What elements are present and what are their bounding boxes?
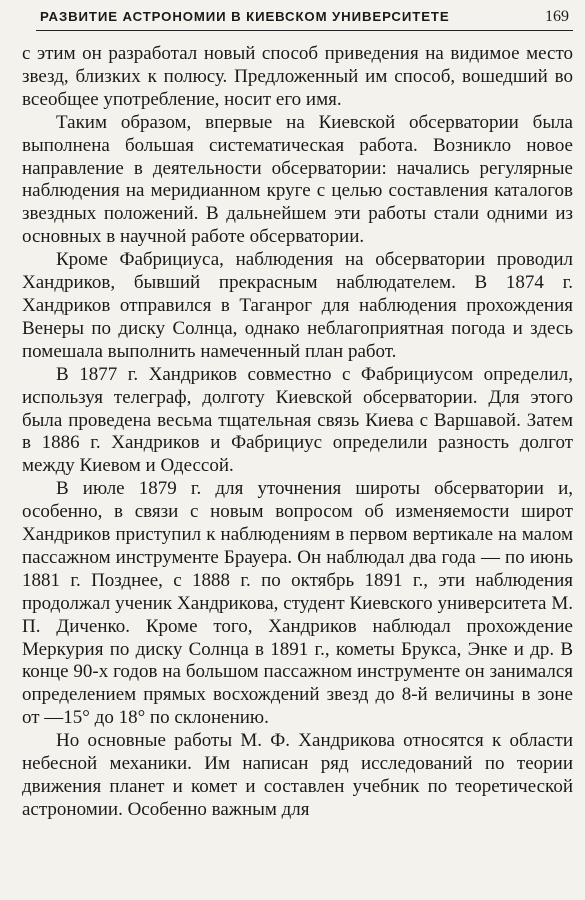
paragraph: Кроме Фабрициуса, наблюдения на обсерватории проводил Хандриков, бывший прекрасным наблюдателем. В 1874 г. Хандриков отправился в Таганрог для наблюдения прохождения Венеры по диску Солнца, однако неблагоприятная погода и здесь помешала выполнить намеченный план работ. (22, 249, 573, 362)
running-title: РАЗВИТИЕ АСТРОНОМИИ В КИЕВСКОМ УНИВЕРСИТЕТЕ (40, 9, 450, 24)
body-text (22, 43, 573, 822)
page-number: 169 (545, 8, 569, 25)
paragraph: В июле 1879 г. для уточнения широты обсерватории и, особенно, в связи с новым вопросом об изменяемости широт Хандриков приступил к наблюдениям в первом вертикале на малом пассажном инструменте Брауера. Он наблюдал два года — по июнь 1881 г. Позднее, с 1888 г. по октябрь 1891 г., эти наблюдения продолжал ученик Хандрикова, студент Киевского университета М. П. Диченко. Кроме того, Хандриков наблюдал прохождение Меркурия по диску Солнца в 1891 г., кометы Брукса, Энке и др. В конце 90-х годов на большом пассажном инструменте он занимался определением прямых восхождений звезд до 8-й величины в зоне от —15° до 18° по склонению. (22, 478, 573, 729)
paragraph: Таким образом, впервые на Киевской обсерватории была выполнена большая систематическая работа. Возникло новое направление в деятельности обсерватории: начались регулярные наблюдения на меридианном круге с целью составления каталогов звездных положений. В дальнейшем эти работы стали одними из основных в научной работе обсерватории. (22, 111, 573, 248)
paragraph-continuation: с этим он разработал новый способ приведения на видимое место звезд, близких к полюсу. Предложенный им способ, вошедший во всеобщее употребление, носит его имя. (22, 43, 573, 110)
paragraph: Но основные работы М. Ф. Хандрикова относятся к области небесной механики. Им написан ряд исследований по теории движения планет и комет и составлен учебник по теоретической астрономии. Особенно важным для (22, 730, 573, 820)
running-head (36, 8, 573, 31)
paragraph: В 1877 г. Хандриков совместно с Фабрициусом определил, используя телеграф, долготу Киевской обсерватории. Для этого была проведена весьма тщательная связь Киева с Варшавой. Затем в 1886 г. Хандриков и Фабрициус определили разность долгот между Киевом и Одессой. (22, 363, 573, 477)
